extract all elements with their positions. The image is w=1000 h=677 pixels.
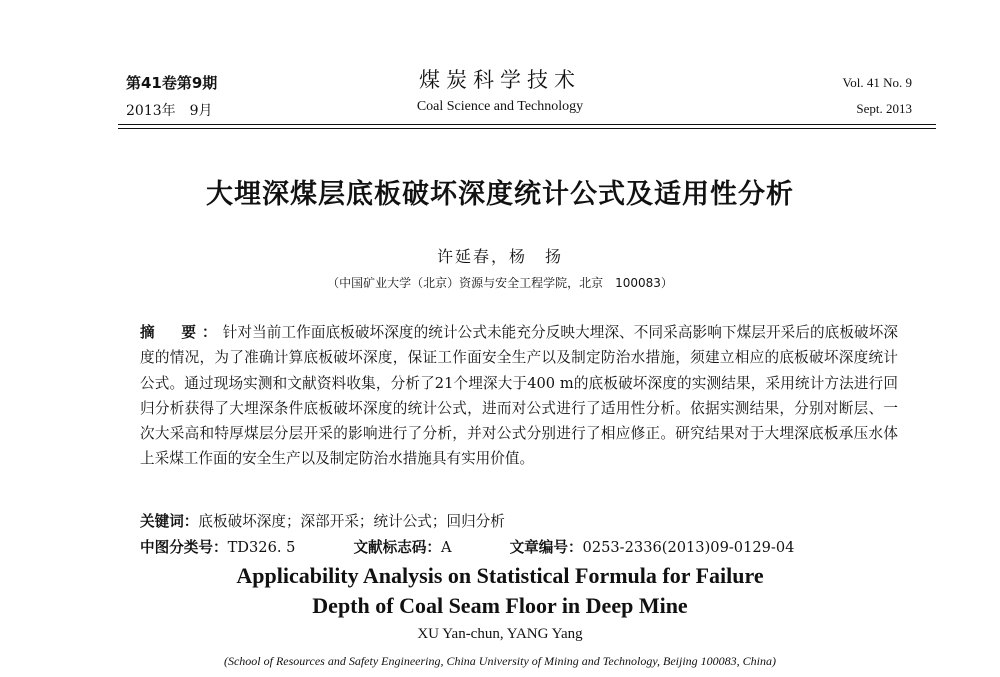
header-rule-thick	[118, 124, 936, 125]
abstract-cn	[140, 320, 898, 472]
article-title-en-line1: Applicability Analysis on Statistical Formula for Failure	[236, 563, 764, 588]
affiliation-cn: （中国矿业大学（北京）资源与安全工程学院，北京 100083）	[327, 276, 673, 290]
article-title-en-line2: Depth of Coal Seam Floor in Deep Mine	[312, 593, 688, 618]
volume-issue-cn: 第41卷第9期	[126, 74, 218, 92]
article-no-label: 文章编号：	[509, 539, 583, 556]
affiliation-en: (School of Resources and Safety Engineering, China University of Mining and Technology, Beijing 100083, China)	[223, 654, 777, 668]
month-year-en: Sept. 2013	[856, 101, 912, 116]
keywords-text: 底板破坏深度；深部开采；统计公式；回归分析	[198, 513, 505, 530]
article-no-value: 0253-2336(2013)09-0129-04	[582, 539, 795, 556]
journal-name-en: Coal Science and Technology	[416, 99, 584, 114]
article-title-cn: 大埋深煤层底板破坏深度统计公式及适用性分析	[206, 179, 794, 210]
clc-label: 中图分类号：	[140, 539, 228, 556]
header-rule-thin	[118, 128, 936, 129]
volume-no-en: Vol. 41 No. 9	[842, 75, 912, 90]
keywords-cn	[140, 510, 505, 531]
doc-code-value: A	[441, 539, 452, 556]
abstract-text: 针对当前工作面底板破坏深度的统计公式未能充分反映大埋深、不同采高影响下煤层开采后的底板破坏深度的情况，为了准确计算底板破坏深度，保证工作面安全生产以及制定防治水措施，须建立相应的底板破坏深度统计公式。通过现场实测和文献资料收集，分析了21个埋深大于400 m的底板破坏深度的实测结果，采用统计方法进行回归分析获得了大埋深条件底板破坏深度的统计公式，进而对公式进行了适用性分析。依据实测结果，分别对断层、一次大采高和特厚煤层分层开采的影响进行了分析，并对公式分别进行了相应修正。研究结果对于大埋深底板承压水体上采煤工作面的安全生产以及制定防治水措施具有实用价值。	[140, 324, 898, 468]
authors-cn: 许延春，杨 扬	[436, 247, 563, 266]
abstract-label: 摘 要：	[140, 324, 223, 341]
journal-name-cn: 煤炭科学技术	[419, 68, 581, 92]
doc-code-label: 文献标志码：	[353, 539, 442, 556]
authors-en: XU Yan-chun, YANG Yang	[417, 626, 583, 642]
clc-value: TD326. 5	[227, 539, 296, 556]
classification-row	[140, 536, 794, 557]
keywords-label: 关键词：	[140, 513, 199, 530]
date-cn: 2013年 9月	[126, 103, 213, 119]
